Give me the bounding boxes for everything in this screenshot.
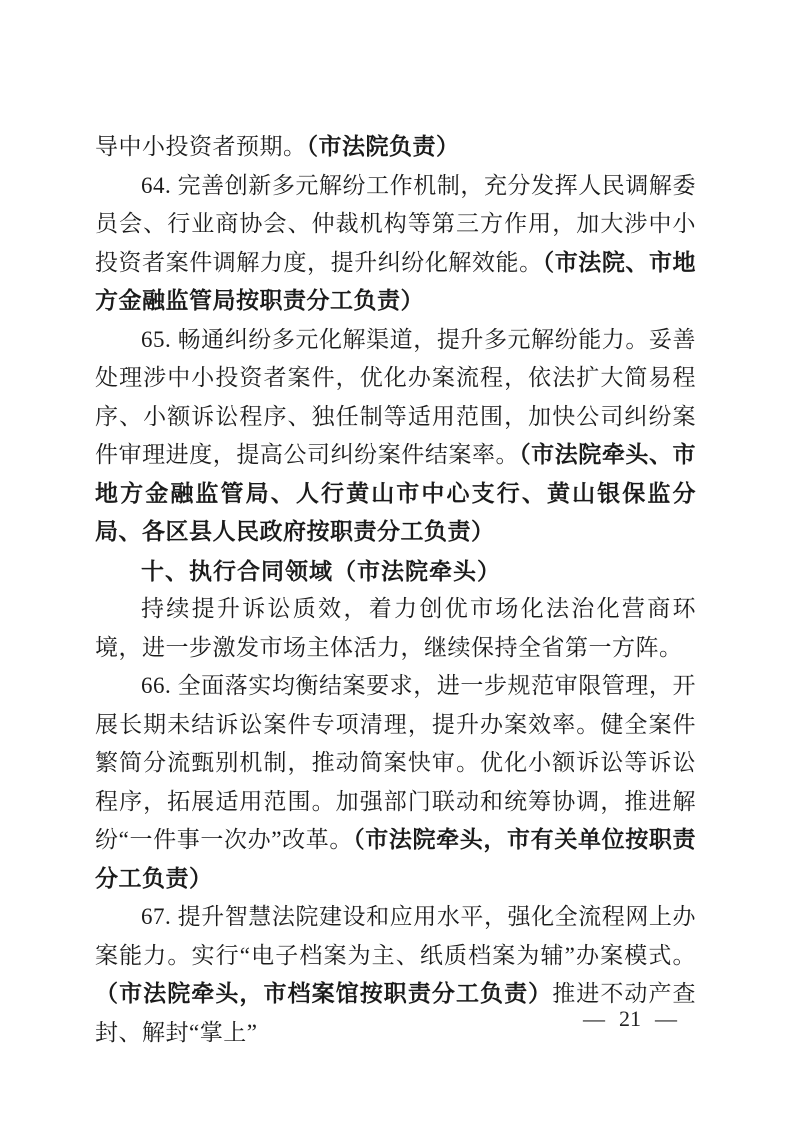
text-segment: 导中小投资者预期。 xyxy=(95,134,307,159)
section-heading xyxy=(95,552,696,591)
text-segment: 持续提升诉讼质效，着力创优市场化法治化营商环境，进一步激发市场主体活力，继续保持全省第一方阵。 xyxy=(95,596,696,660)
responsibility-annotation: （市法院、市地方金融监管局按职责分工负责） xyxy=(95,249,697,313)
paragraph xyxy=(95,167,696,321)
footer-dash-right: — xyxy=(655,1006,677,1031)
text-segment: 推进不动产查封、解封“掌上” xyxy=(95,981,696,1045)
footer-dash-left: — xyxy=(583,1006,605,1031)
page-footer xyxy=(583,1004,677,1034)
paragraph xyxy=(95,667,696,898)
text-segment: 64. 完善创新多元解纷工作机制，充分发挥人民调解委员会、行业商协会、仲裁机构等第三方作用，加大涉中小投资者案件调解力度，提升纠纷化解效能。 xyxy=(95,172,696,275)
responsibility-annotation: （市法院牵头，市档案馆按职责分工负责） xyxy=(95,981,553,1006)
text-segment: 66. 全面落实均衡结案要求，进一步规范审限管理，开展长期未结诉讼案件专项清理，提升办案效率。健全案件繁简分流甄别机制，推动简案快审。优化小额诉讼等诉讼程序，拓展适用范围。加强部门联动和统筹协调，推进解纷“一件事一次办”改革。 xyxy=(95,673,696,852)
page-number: 21 xyxy=(619,1006,641,1031)
paragraph xyxy=(95,128,696,167)
text-segment: 67. 提升智慧法院建设和应用水平，强化全流程网上办案能力。实行“电子档案为主、纸质档案为辅”办案模式。 xyxy=(95,904,696,968)
responsibility-annotation: 十、执行合同领域（市法院牵头） xyxy=(141,557,501,584)
document-body xyxy=(95,128,696,1052)
responsibility-annotation: （市法院牵头、市地方金融监管局、人行黄山市中心支行、黄山银保监分局、各区县人民政府按职责分工负责） xyxy=(95,442,697,544)
responsibility-annotation: （市法院牵头，市有关单位按职责分工负责） xyxy=(95,827,697,891)
responsibility-annotation: （市法院负责） xyxy=(306,134,460,159)
paragraph xyxy=(95,321,696,552)
text-segment: 65. 畅通纠纷多元化解渠道，提升多元解纷能力。妥善处理涉中小投资者案件，优化办案流程，依法扩大简易程序、小额诉讼程序、独任制等适用范围，加快公司纠纷案件审理进度，提高公司纠纷案件结案率。 xyxy=(95,326,696,467)
paragraph xyxy=(95,590,696,667)
